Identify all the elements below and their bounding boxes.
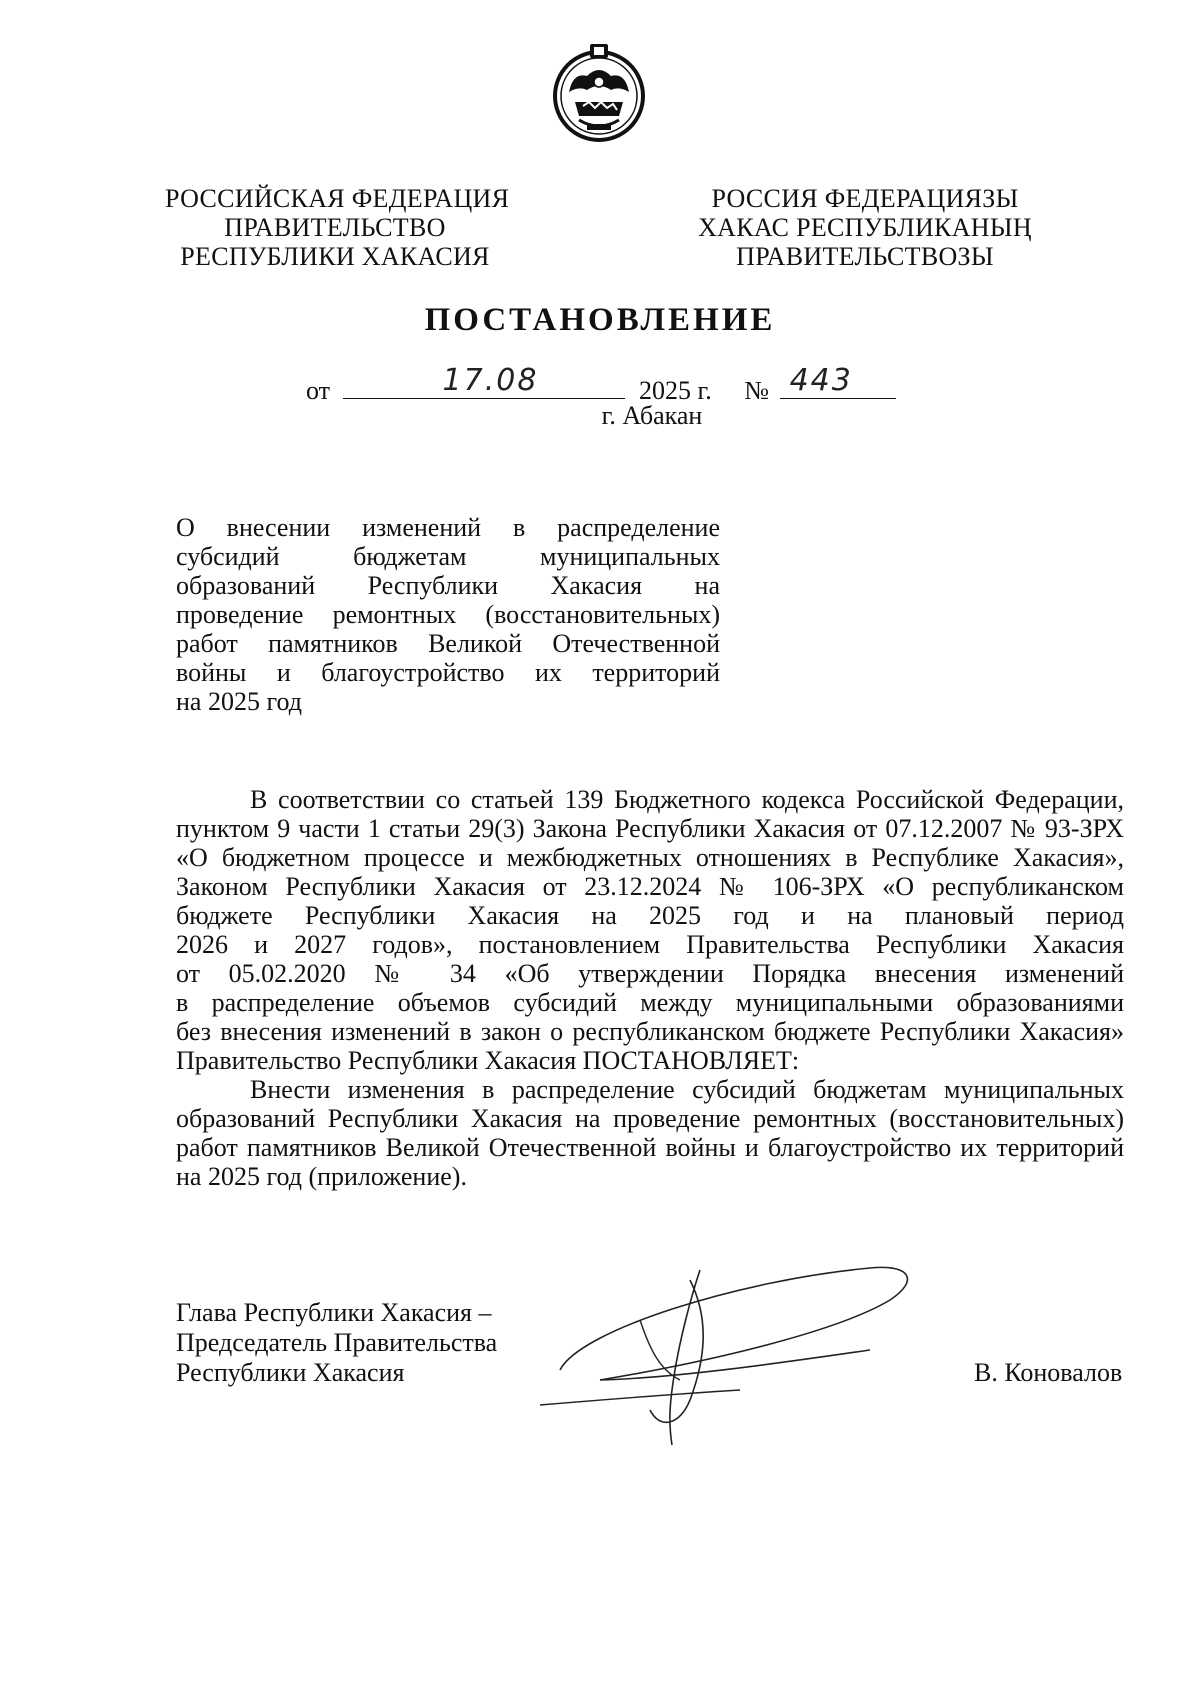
body-line: Правительство Республики Хакасия ПОСТАНОВЛЯЕТ: [176, 1046, 800, 1075]
subject-line: на 2025 год [176, 687, 302, 716]
subject-line: проведение ремонтных (восстановительных) [176, 600, 720, 629]
body-line: работ памятников Великой Отечественной войны и благоустройство их территорий [176, 1133, 1124, 1162]
signatory-name: В. Коновалов [974, 1358, 1123, 1387]
subject-line: образований Республики Хакасия на [176, 571, 720, 600]
signatory-title-line: Председатель Правительства [176, 1328, 498, 1357]
body-line: на 2025 год (приложение). [176, 1162, 467, 1191]
city-name: г. Абакан [601, 401, 703, 430]
handwritten-number: 443 [789, 363, 853, 398]
header-left-line: РЕСПУБЛИКИ ХАКАСИЯ [180, 242, 490, 271]
signatory-title-line: Республики Хакасия [176, 1358, 405, 1387]
header-left-line: ПРАВИТЕЛЬСТВО [224, 213, 446, 242]
handwritten-date: 17.08 [442, 363, 539, 398]
body-line: 2026 и 2027 годов», постановлением Правительства Республики Хакасия [176, 930, 1124, 959]
subject-line: субсидий бюджетам муниципальных [176, 542, 720, 571]
body-line: Внести изменения в распределение субсидий бюджетам муниципальных [250, 1075, 1124, 1104]
header-right-line: ПРАВИТЕЛЬСТВОЗЫ [736, 242, 994, 271]
document-type-title: ПОСТАНОВЛЕНИЕ [424, 302, 776, 338]
header-right-line: ХАКАС РЕСПУБЛИКАНЫҢ [698, 213, 1032, 242]
header-right-line: РОССИЯ ФЕДЕРАЦИЯЗЫ [711, 184, 1019, 213]
handwritten-signature [540, 1260, 920, 1450]
body-line: пунктом 9 части 1 статьи 29(3) Закона Республики Хакасия от 07.12.2007 № 93-ЗРХ [176, 814, 1124, 843]
date-field [343, 363, 625, 399]
body-line: в распределение объемов субсидий между муниципальными образованиями [176, 988, 1124, 1017]
body-line: В соответствии со статьей 139 Бюджетного кодекса Российской Федерации, [250, 785, 1124, 814]
header-right [695, 184, 1035, 271]
subject-block [176, 513, 720, 716]
header-left-line: РОССИЙСКАЯ ФЕДЕРАЦИЯ [165, 184, 510, 213]
number-label: № [744, 376, 770, 405]
subject-line: работ памятников Великой Отечественной [176, 629, 720, 658]
from-label: от [306, 376, 331, 405]
year-label: 2025 г. [639, 376, 712, 405]
body-line: «О бюджетном процессе и межбюджетных отношениях в Республике Хакасия», [176, 843, 1124, 872]
body-line: Законом Республики Хакасия от 23.12.2024 № 106-ЗРХ «О республиканском [176, 872, 1124, 901]
number-field [780, 363, 896, 399]
body-line: от 05.02.2020 № 34 «Об утверждении Порядка внесения изменений [176, 959, 1124, 988]
body-text [176, 785, 1124, 1191]
city-line [0, 401, 1200, 431]
body-line: бюджете Республики Хакасия на 2025 год и на плановый период [176, 901, 1124, 930]
body-line: без внесения изменений в закон о республиканском бюджете Республики Хакасия» [176, 1017, 1124, 1046]
subject-line: О внесении изменений в распределение [176, 513, 720, 542]
signatory-title-line: Глава Республики Хакасия – [176, 1298, 492, 1327]
signatory-title [176, 1298, 497, 1388]
body-line: образований Республики Хакасия на проведение ремонтных (восстановительных) [176, 1104, 1124, 1133]
header-left [165, 184, 510, 271]
coat-of-arms-icon [549, 42, 649, 147]
subject-line: войны и благоустройство их территорий [176, 658, 720, 687]
